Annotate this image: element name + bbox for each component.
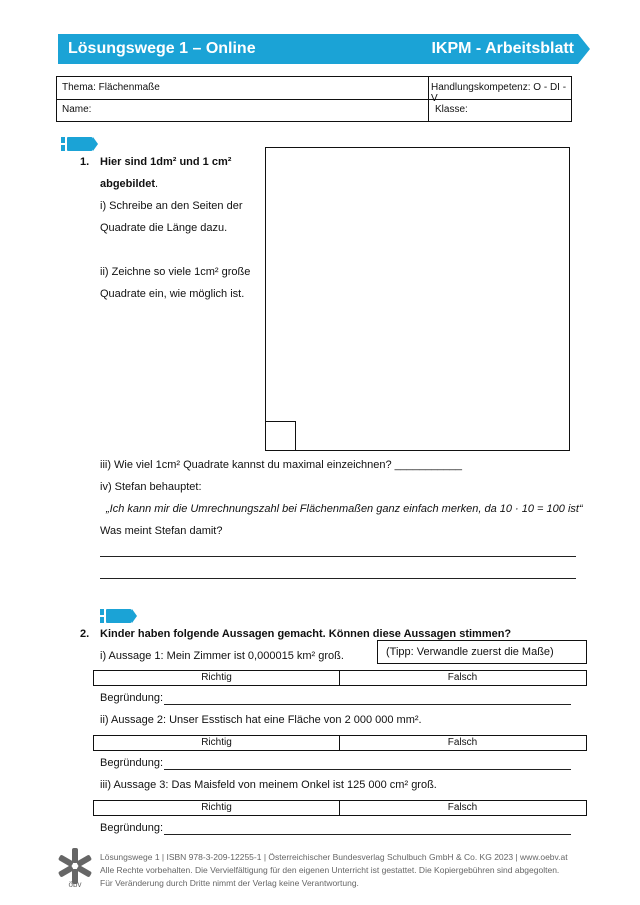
right-option-3[interactable]: Richtig (201, 802, 232, 813)
topic-cell: Thema: Flächenmaße (62, 82, 160, 93)
task1-iv: iv) Stefan behauptet: (100, 481, 202, 493)
stefan-quote: „Ich kann mir die Umrechnungszahl bei Flächenmaßen ganz einfach merken, da 10 · 10 = 100 ist“ (106, 503, 583, 515)
task1-number: 1. (80, 156, 90, 168)
task2-tab-icon (100, 609, 136, 623)
oebv-logo-icon (57, 848, 93, 888)
wrong-option-1[interactable]: Falsch (447, 672, 478, 683)
task1-iii: iii) Wie viel 1cm² Quadrate kannst du maximal einzeichnen? ___________ (100, 459, 462, 471)
answer-line-2[interactable] (100, 578, 576, 579)
info-row-name (57, 99, 571, 121)
banner-arrow-tip (578, 34, 590, 64)
footer-line-3: Für Veränderung durch Dritte nimmt der Verlag keine Verantwortung. (100, 878, 359, 888)
right-option-1[interactable]: Richtig (201, 672, 232, 683)
rf-table-1 (93, 670, 587, 686)
header-left-title: Lösungswege 1 – Online (68, 40, 256, 57)
task1-heading-line2: abgebildet. (100, 178, 159, 190)
task1-tab-icon (61, 137, 97, 151)
task1-question: Was meint Stefan damit? (100, 525, 223, 537)
task1-i-line2: Quadrate die Länge dazu. (100, 222, 228, 234)
wrong-option-2[interactable]: Falsch (447, 737, 478, 748)
reason-line-1[interactable] (164, 704, 571, 705)
task2-title: Kinder haben folgende Aussagen gemacht. Können diese Aussagen stimmen? (100, 628, 512, 640)
reason-line-2[interactable] (164, 769, 571, 770)
wrong-option-3[interactable]: Falsch (447, 802, 478, 813)
reason-label-2: Begründung: (100, 757, 163, 769)
rf-table-3 (93, 800, 587, 816)
logo-text: öbv (68, 880, 82, 888)
info-row-topic (57, 77, 571, 104)
footer-line-2: Alle Rechte vorbehalten. Die Vervielfältigung für den eigenen Unterricht ist gestattet. Die Kopiergebühren sind abgegolten. (100, 865, 560, 875)
tip-box (377, 640, 587, 664)
info-table (56, 76, 572, 122)
name-field[interactable]: Name: (62, 104, 92, 115)
task1-ii-line2: Quadrate ein, wie möglich ist. (100, 288, 245, 300)
footer-line-1: Lösungswege 1 | ISBN 978-3-209-12255-1 | Österreichischer Bundesverlag Schulbuch GmbH & Co. KG 2023 | www.oebv.at (100, 852, 568, 862)
task1-ii-line1: ii) Zeichne so viele 1cm² große (100, 266, 251, 278)
reason-line-3[interactable] (164, 834, 571, 835)
square-1dm2[interactable] (265, 147, 570, 451)
task1-i-line1: i) Schreibe an den Seiten der (100, 200, 243, 212)
statement-1: i) Aussage 1: Mein Zimmer ist 0,000015 km² groß. (100, 650, 344, 662)
reason-label-1: Begründung: (100, 692, 163, 704)
answer-line-1[interactable] (100, 556, 576, 557)
statement-2: ii) Aussage 2: Unser Esstisch hat eine Fläche von 2 000 000 mm². (100, 714, 422, 726)
task2-number: 2. (80, 628, 90, 640)
header-banner (58, 34, 578, 64)
class-field[interactable]: Klasse: (435, 104, 468, 115)
info-divider (428, 77, 429, 121)
tip-text: (Tipp: Verwandle zuerst die Maße) (386, 646, 554, 658)
square-1cm2 (265, 421, 296, 451)
right-option-2[interactable]: Richtig (201, 737, 232, 748)
competence-cell: Handlungskompetenz: O - DI - V (431, 82, 567, 104)
header-right-title: IKPM - Arbeitsblatt (431, 40, 574, 57)
task1-heading-line1: Hier sind 1dm² und 1 cm² (100, 156, 232, 168)
rf-table-2 (93, 735, 587, 751)
statement-3: iii) Aussage 3: Das Maisfeld von meinem Onkel ist 125 000 cm² groß. (100, 779, 437, 791)
reason-label-3: Begründung: (100, 822, 163, 834)
